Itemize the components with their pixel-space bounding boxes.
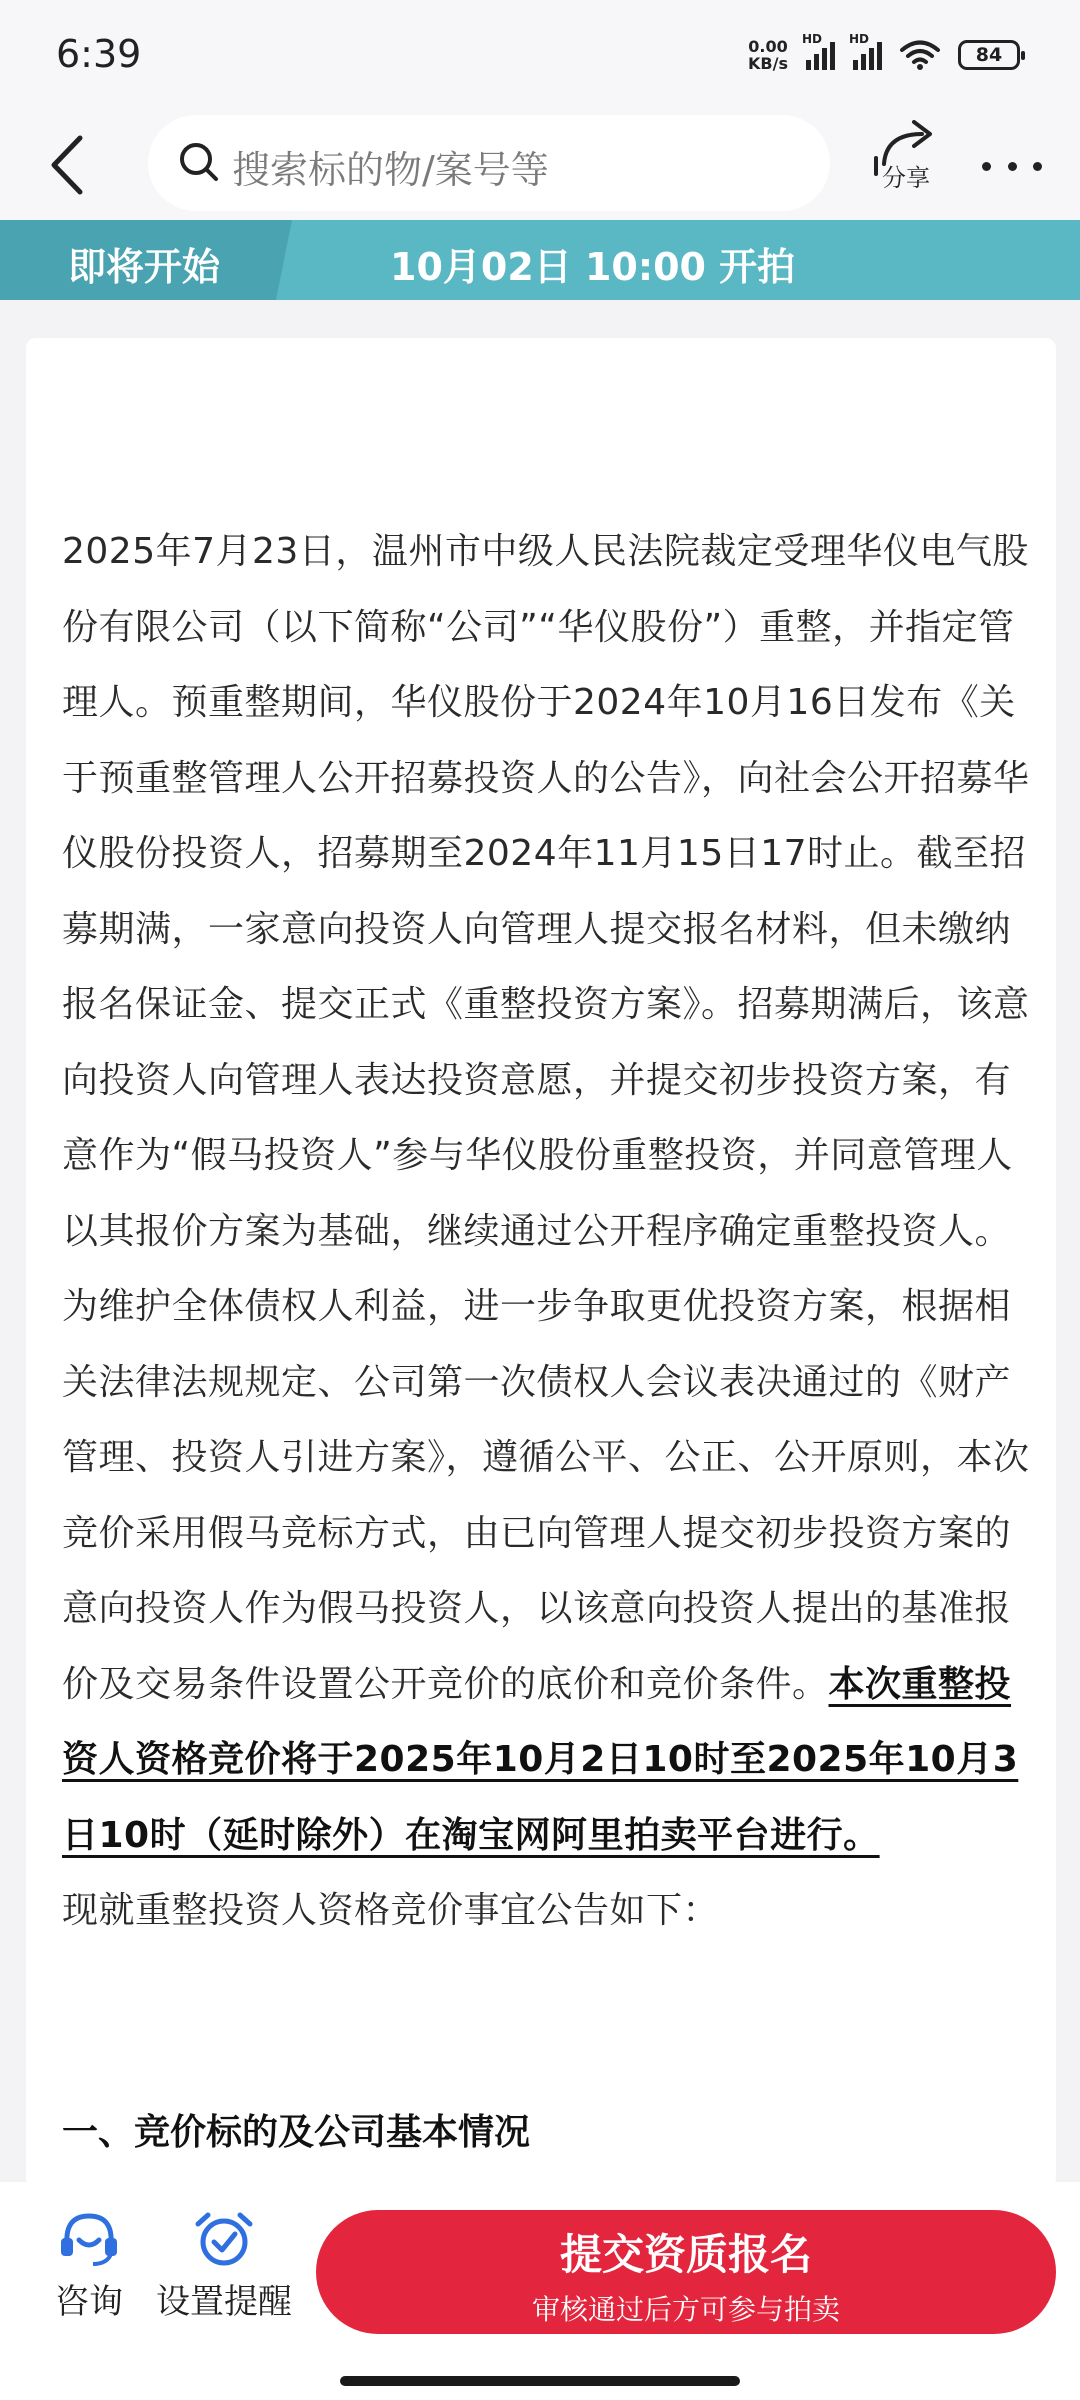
paragraph-2-text: 为维护全体债权人利益，进一步争取更优投资方案，根据相关法律法规规定、公司第一次债权人会议表决通过的《财产管理、投资人引进方案》，遵循公平、公正、公开原则，本次竞价采用假马竞标方式，由已向管理人提交初步投资方案的意向投资人作为假马投资人，以该意向投资人提出的基准报价及交易条件设置公开竞价的底价和竞价条件。 bbox=[62, 1286, 1030, 1705]
set-reminder-button[interactable] bbox=[154, 2210, 294, 2323]
customer-service-icon bbox=[57, 2210, 121, 2268]
dot-icon bbox=[1033, 162, 1042, 171]
bottom-action-bar bbox=[0, 2182, 1080, 2400]
signal-icon bbox=[849, 32, 882, 70]
wifi-icon bbox=[900, 39, 940, 71]
alarm-clock-icon bbox=[192, 2210, 256, 2268]
search-icon bbox=[176, 139, 224, 187]
section-title: 一、竞价标的及公司基本情况 bbox=[62, 2112, 531, 2153]
status-bar bbox=[0, 0, 1080, 110]
auction-status-banner bbox=[0, 220, 1080, 300]
announcement-card bbox=[26, 338, 1056, 2188]
back-button[interactable] bbox=[40, 130, 100, 200]
dot-icon bbox=[1008, 162, 1017, 171]
submit-qualification-button[interactable] bbox=[316, 2210, 1056, 2334]
share-label: 分享 bbox=[882, 164, 930, 192]
net-speed-unit: KB/s bbox=[748, 54, 788, 73]
dot-icon bbox=[982, 162, 991, 171]
hd-label: HD bbox=[802, 32, 823, 46]
network-speed bbox=[748, 38, 788, 72]
consult-button[interactable] bbox=[52, 2210, 126, 2323]
set-reminder-label: 设置提醒 bbox=[156, 2282, 292, 2322]
submit-title: 提交资质报名 bbox=[559, 2230, 812, 2279]
announcement-body bbox=[62, 514, 1044, 1949]
more-options-button[interactable] bbox=[982, 146, 1042, 186]
submit-subtitle: 审核通过后方可参与拍卖 bbox=[531, 2293, 840, 2326]
net-speed-value: 0.00 bbox=[748, 37, 788, 56]
battery-icon: 84 bbox=[958, 40, 1020, 70]
top-bar bbox=[0, 110, 1080, 220]
auction-status: 即将开始 bbox=[68, 245, 221, 289]
search-placeholder: 搜索标的物/案号等 bbox=[232, 148, 549, 192]
consult-label: 咨询 bbox=[55, 2282, 123, 2322]
home-indicator[interactable] bbox=[340, 2376, 740, 2386]
signal-icon bbox=[802, 32, 835, 70]
auction-schedule-emphasis: 本次重整投资人资格竞价将于2025年10月2日10时至2025年10月3日10时（延时除外）在淘宝网阿里拍卖平台进行。 bbox=[62, 1663, 1019, 1856]
auction-start-time: 10月02日 10:00 开拍 bbox=[390, 245, 796, 289]
hd-label: HD bbox=[849, 32, 870, 46]
status-icons bbox=[748, 32, 1020, 73]
paragraph-2 bbox=[62, 1269, 1044, 1873]
search-input[interactable] bbox=[148, 115, 830, 211]
status-time: 6:39 bbox=[56, 32, 142, 76]
paragraph-3: 现就重整投资人资格竞价事宜公告如下： bbox=[62, 1890, 720, 1931]
paragraph-1: 2025年7月23日，温州市中级人民法院裁定受理华仪电气股份有限公司（以下简称“公司”“华仪股份”）重整，并指定管理人。预重整期间，华仪股份于2024年10月16日发布《关于预重整管理人公开招募投资人的公告》，向社会公开招募华仪股份投资人，招募期至2024年11月15日17时止。截至招募期满，一家意向投资人向管理人提交报名材料，但未缴纳报名保证金、提交正式《重整投资方案》。招募期满后，该意向投资人向管理人表达投资意愿，并提交初步投资方案，有意作为“假马投资人”参与华仪股份重整投资，并同意管理人以其报价方案为基础，继续通过公开程序确定重整投资人。 bbox=[62, 531, 1030, 1252]
